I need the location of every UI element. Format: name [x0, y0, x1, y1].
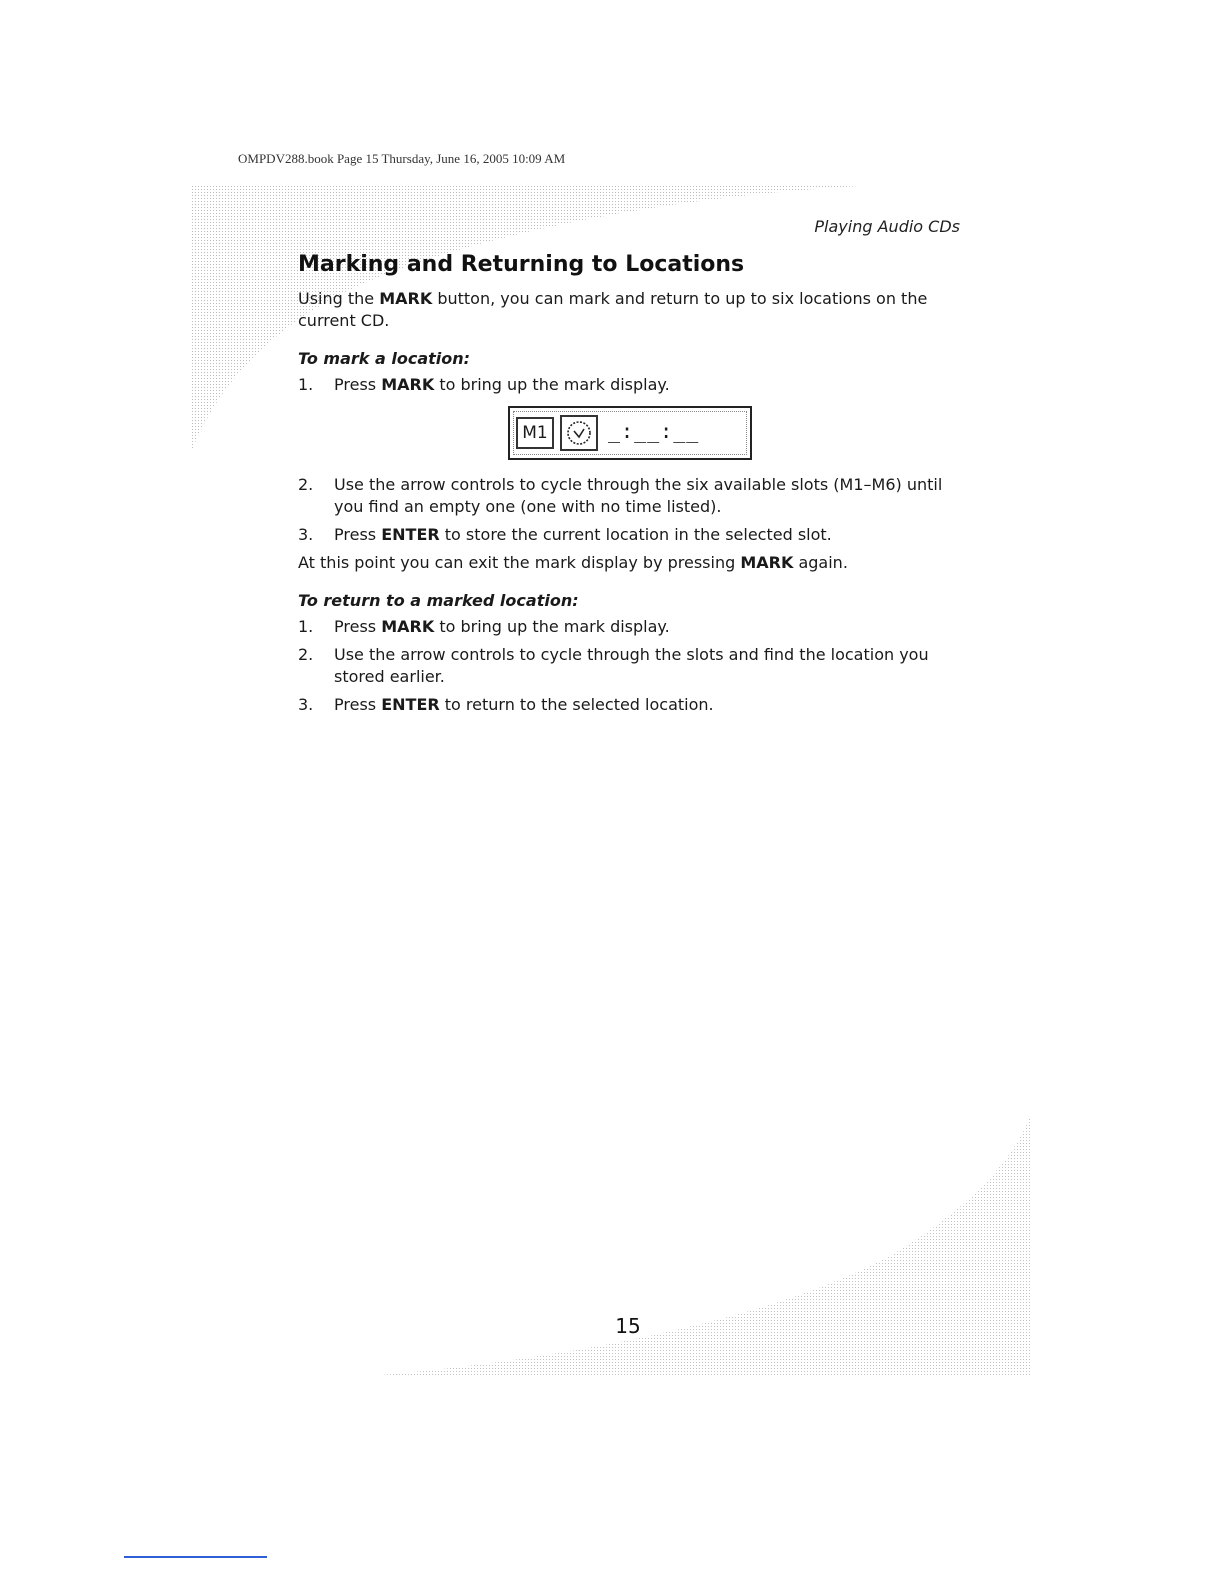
- list-item: [298, 474, 966, 518]
- intro-keyword: MARK: [379, 289, 433, 308]
- step-number: 3.: [298, 525, 314, 544]
- step-text: Press: [334, 617, 382, 636]
- bottom-right-swoosh: [370, 1110, 1032, 1376]
- step-number: 3.: [298, 695, 314, 714]
- mark-steps-list-continued: [298, 474, 966, 546]
- list-item: [298, 616, 966, 638]
- step-keyword: ENTER: [381, 525, 440, 544]
- intro-text-end: button, you can mark and return to up to six locations on the current CD.: [298, 289, 928, 330]
- section-title: Marking and Returning to Locations: [298, 252, 745, 277]
- step-text-end: to bring up the mark display.: [434, 375, 670, 394]
- list-item: [298, 524, 966, 546]
- step-text-end: to return to the selected location.: [439, 695, 714, 714]
- return-steps-list: [298, 616, 966, 716]
- step-text: Press: [334, 375, 382, 394]
- list-item: [298, 694, 966, 716]
- running-head: Playing Audio CDs: [814, 217, 960, 236]
- step-text: Press: [334, 695, 382, 714]
- page-number: 15: [615, 1314, 641, 1338]
- mark-steps-list: [298, 374, 966, 396]
- step-keyword: ENTER: [381, 695, 440, 714]
- step-number: 2.: [298, 475, 314, 494]
- footer-rule: [124, 1556, 267, 1558]
- return-location-heading: To return to a marked location:: [298, 591, 579, 610]
- step-text-end: to store the current location in the selected slot.: [439, 525, 832, 544]
- mark-location-heading: To mark a location:: [298, 349, 471, 368]
- exit-note-text: At this point you can exit the mark display by pressing: [298, 553, 741, 572]
- exit-note-keyword: MARK: [740, 553, 794, 572]
- step-text-end: to bring up the mark display.: [434, 617, 670, 636]
- step-number: 1.: [298, 617, 314, 636]
- list-item: [298, 374, 966, 396]
- step-text: Press: [334, 525, 382, 544]
- intro-paragraph: [298, 288, 966, 332]
- step-keyword: MARK: [381, 617, 435, 636]
- page-content: [298, 250, 966, 722]
- step-number: 2.: [298, 645, 314, 664]
- exit-note: [298, 552, 966, 574]
- step-text: Use the arrow controls to cycle through the slots and find the location you stored earlier.: [334, 645, 929, 686]
- slot-indicator: M1: [516, 417, 554, 449]
- clock-icon: [560, 415, 598, 451]
- step-keyword: MARK: [381, 375, 435, 394]
- intro-text: Using the: [298, 289, 380, 308]
- step-text: Use the arrow controls to cycle through the six available slots (M1–M6) until you find an empty one (one with no time listed).: [334, 475, 943, 516]
- exit-note-text-end: again.: [793, 553, 848, 572]
- mark-display-illustration: [508, 406, 752, 460]
- time-readout: _:__:__: [608, 419, 700, 443]
- list-item: [298, 644, 966, 688]
- print-header: OMPDV288.book Page 15 Thursday, June 16, 2005 10:09 AM: [238, 151, 566, 166]
- step-number: 1.: [298, 375, 314, 394]
